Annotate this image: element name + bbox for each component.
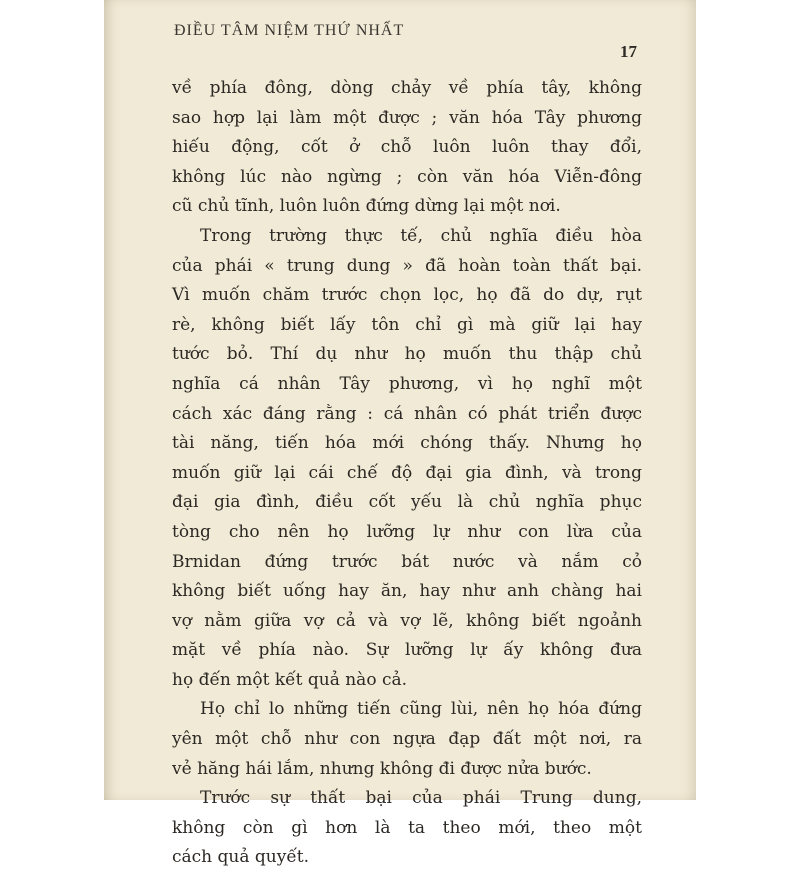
text-line: không lúc nào ngừng ; còn văn hóa Viễn-đông	[172, 166, 642, 187]
text-line: mặt về phía nào. Sự lưỡng lự ấy không đưa	[172, 640, 642, 661]
text-line: Trước sự thất bại của phái Trung dung,	[200, 788, 642, 809]
text-line: của phái « trung dung » đã hoàn toàn thất bại.	[172, 255, 642, 276]
text-line: cũ chủ tĩnh, luôn luôn đứng dừng lại một nơi.	[172, 196, 561, 217]
page-number: 17	[620, 42, 637, 61]
text-line: yên một chỗ như con ngựa đạp đất một nơi, ra	[172, 729, 642, 750]
text-line: cách quả quyết.	[172, 847, 310, 868]
text-line: Vì muốn chăm trước chọn lọc, họ đã do dự, rụt	[172, 285, 642, 306]
text-line: đại gia đình, điều cốt yếu là chủ nghĩa phục	[172, 492, 642, 513]
text-line: muốn giữ lại cái chế độ đại gia đình, và trong	[172, 462, 642, 483]
text-line: không biết uống hay ăn, hay như anh chàng hai	[172, 581, 642, 602]
text-line: vợ nằm giữa vợ cả và vợ lẽ, không biết ngoảnh	[172, 610, 642, 631]
book-page	[104, 0, 696, 868]
text-line: không còn gì hơn là ta theo mới, theo một	[172, 817, 642, 838]
text-line: Họ chỉ lo những tiến cũng lùi, nên họ hóa đứng	[200, 699, 642, 720]
text-line: nghĩa cá nhân Tây phương, vì họ nghĩ một	[172, 373, 642, 394]
text-line: Trong trường thực tế, chủ nghĩa điều hòa	[200, 225, 642, 246]
body-text	[172, 74, 642, 873]
text-line: hiếu động, cốt ở chỗ luôn luôn thay đổi,	[172, 137, 642, 158]
text-line: Brnidan đứng trước bát nước và nắm cỏ	[172, 551, 642, 572]
text-line: vẻ hăng hái lắm, nhưng không đi được nửa bước.	[172, 758, 592, 779]
text-line: họ đến một kết quả nào cả.	[172, 669, 408, 690]
running-header: ĐIỀU TÂM NIỆM THỨ NHẤT	[174, 22, 405, 39]
text-line: tước bỏ. Thí dụ như họ muốn thu thập chủ	[172, 344, 642, 365]
text-line: sao hợp lại làm một được ; văn hóa Tây phương	[172, 107, 642, 128]
text-line: tòng cho nên họ lưỡng lự như con lừa của	[172, 521, 642, 542]
text-line: về phía đông, dòng chảy về phía tây, không	[172, 78, 642, 98]
text-line: tài năng, tiến hóa mới chóng thấy. Nhưng họ	[172, 433, 642, 454]
text-line: rè, không biết lấy tôn chỉ gì mà giữ lại hay	[172, 314, 642, 335]
text-line: cách xác đáng rằng : cá nhân có phát triển được	[172, 403, 642, 424]
